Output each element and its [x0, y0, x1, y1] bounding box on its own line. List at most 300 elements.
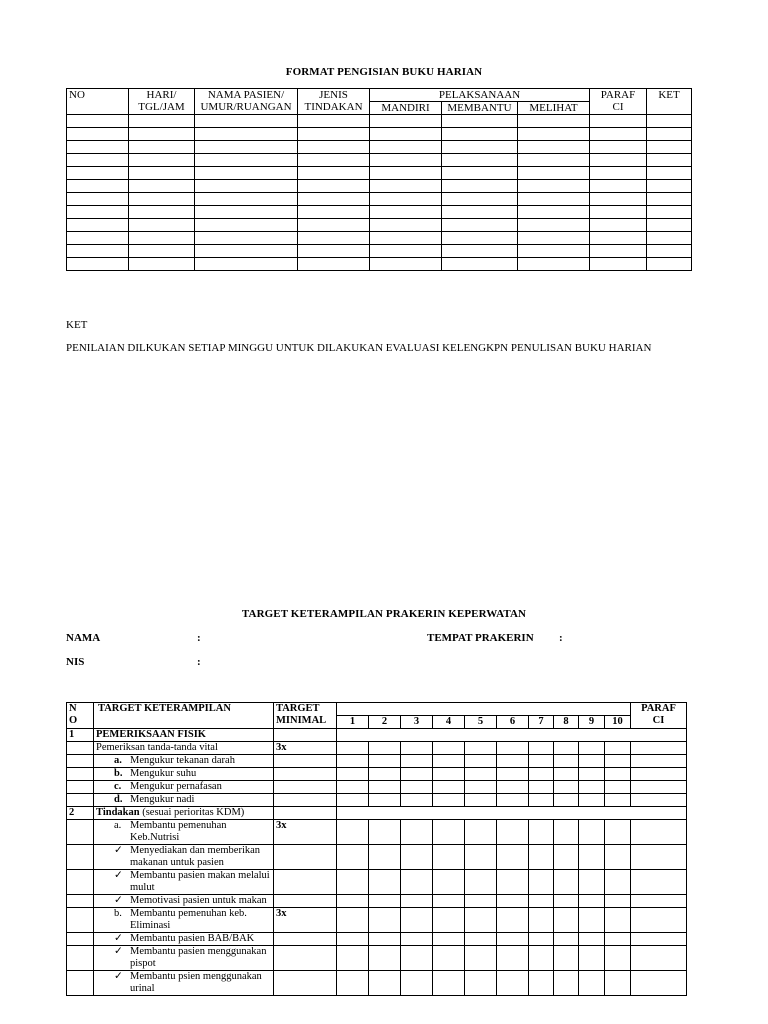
blank-cell[interactable]: [195, 206, 298, 219]
blank-cell[interactable]: [442, 206, 518, 219]
blank-cell[interactable]: [298, 167, 370, 180]
paraf-cell[interactable]: [631, 755, 687, 768]
attempt-cell[interactable]: [465, 742, 497, 755]
attempt-cell[interactable]: [579, 755, 605, 768]
blank-cell[interactable]: [590, 167, 647, 180]
attempt-cell[interactable]: [579, 946, 605, 971]
list-item: [96, 908, 271, 932]
header-membantu: MEMBANTU: [442, 102, 518, 115]
attempt-cell[interactable]: [401, 755, 433, 768]
blank-cell[interactable]: [129, 232, 195, 245]
attempt-cell[interactable]: [579, 781, 605, 794]
blank-cell[interactable]: [647, 258, 692, 271]
attempt-cell[interactable]: [337, 768, 369, 781]
attempt-cell[interactable]: [401, 870, 433, 895]
blank-cell[interactable]: [518, 219, 590, 232]
list-item-text: Membantu pasien makan melalui mulut: [130, 870, 270, 893]
row-number: [67, 820, 94, 845]
attempt-cell[interactable]: [605, 895, 631, 908]
attempt-cell[interactable]: [579, 768, 605, 781]
attempt-cell[interactable]: [337, 781, 369, 794]
attempt-cell[interactable]: [465, 971, 497, 996]
blank-cell[interactable]: [298, 219, 370, 232]
blank-cell[interactable]: [129, 128, 195, 141]
attempt-cell[interactable]: [554, 755, 579, 768]
attempt-cell[interactable]: [433, 794, 465, 807]
blank-cell[interactable]: [67, 258, 129, 271]
blank-cell[interactable]: [195, 115, 298, 128]
attempt-cell[interactable]: [579, 971, 605, 996]
attempt-cell[interactable]: [554, 895, 579, 908]
attempt-cell[interactable]: [465, 768, 497, 781]
blank-cell[interactable]: [590, 154, 647, 167]
attempt-cell[interactable]: [529, 781, 554, 794]
attempt-cell[interactable]: [401, 781, 433, 794]
blank-cell[interactable]: [298, 245, 370, 258]
skill-cell: [94, 768, 274, 781]
attempt-cell[interactable]: [497, 768, 529, 781]
attempt-cell[interactable]: [554, 742, 579, 755]
paraf-cell[interactable]: [631, 946, 687, 971]
blank-cell[interactable]: [647, 167, 692, 180]
blank-cell[interactable]: [67, 128, 129, 141]
attempt-cell[interactable]: [497, 794, 529, 807]
attempt-cell[interactable]: [497, 971, 529, 996]
blank-cell[interactable]: [647, 128, 692, 141]
blank-cell[interactable]: [370, 206, 442, 219]
paraf-cell[interactable]: [631, 845, 687, 870]
attempt-cell[interactable]: [433, 768, 465, 781]
attempt-cell[interactable]: [433, 820, 465, 845]
attempt-cell[interactable]: [605, 742, 631, 755]
blank-cell[interactable]: [195, 154, 298, 167]
target-minimal-cell: [274, 971, 337, 996]
list-item-text: Mengukur tekanan darah: [130, 755, 235, 766]
skill-cell: [94, 755, 274, 768]
attempt-cell[interactable]: [497, 755, 529, 768]
blank-cell[interactable]: [590, 219, 647, 232]
blank-cell[interactable]: [298, 180, 370, 193]
attempt-cell[interactable]: [605, 755, 631, 768]
attempt-cell[interactable]: [401, 820, 433, 845]
attempt-cell[interactable]: [337, 742, 369, 755]
attempt-cell[interactable]: [337, 870, 369, 895]
blank-cell[interactable]: [442, 128, 518, 141]
attempt-cell[interactable]: [433, 946, 465, 971]
attempt-cell[interactable]: [554, 933, 579, 946]
table-row: [67, 971, 687, 996]
blank-cell[interactable]: [590, 193, 647, 206]
skill-cell: [94, 895, 274, 908]
attempt-cell[interactable]: [579, 870, 605, 895]
blank-cell[interactable]: [195, 128, 298, 141]
blank-cell[interactable]: [442, 193, 518, 206]
attempt-cell[interactable]: [337, 933, 369, 946]
blank-cell[interactable]: [518, 154, 590, 167]
attempt-cell[interactable]: [605, 870, 631, 895]
blank-cell[interactable]: [518, 206, 590, 219]
blank-cell[interactable]: [129, 193, 195, 206]
attempt-cell[interactable]: [369, 895, 401, 908]
attempt-cell[interactable]: [369, 768, 401, 781]
blank-cell[interactable]: [518, 245, 590, 258]
attempt-cell[interactable]: [465, 845, 497, 870]
blank-cell[interactable]: [67, 206, 129, 219]
section-title: PEMERIKSAAN FISIK: [96, 729, 206, 740]
attempt-cell[interactable]: [337, 908, 369, 933]
blank-cell[interactable]: [370, 193, 442, 206]
table-row: [67, 729, 687, 742]
blank-cell[interactable]: [590, 232, 647, 245]
attempt-cell[interactable]: [579, 908, 605, 933]
blank-cell[interactable]: [195, 232, 298, 245]
blank-cell[interactable]: [298, 154, 370, 167]
attempt-cell[interactable]: [497, 820, 529, 845]
attempt-cell[interactable]: [401, 895, 433, 908]
attempt-cell[interactable]: [433, 742, 465, 755]
blank-cell[interactable]: [67, 141, 129, 154]
blank-cell[interactable]: [129, 206, 195, 219]
field-nis-label: NIS: [66, 656, 85, 668]
attempt-cell[interactable]: [401, 845, 433, 870]
blank-cell[interactable]: [298, 115, 370, 128]
attempt-cell[interactable]: [337, 895, 369, 908]
attempt-cell[interactable]: [401, 794, 433, 807]
attempt-cell[interactable]: [529, 768, 554, 781]
attempt-cell[interactable]: [605, 933, 631, 946]
attempt-cell[interactable]: [497, 946, 529, 971]
attempt-cell[interactable]: [554, 971, 579, 996]
blank-cell[interactable]: [129, 167, 195, 180]
blank-cell[interactable]: [298, 193, 370, 206]
blank-cell[interactable]: [129, 154, 195, 167]
blank-cell[interactable]: [590, 115, 647, 128]
blank-cell[interactable]: [195, 193, 298, 206]
blank-cell[interactable]: [590, 258, 647, 271]
blank-cell[interactable]: [67, 193, 129, 206]
table-row: [67, 115, 692, 128]
paraf-cell[interactable]: [631, 971, 687, 996]
section-span-cell: [337, 729, 687, 742]
blank-cell[interactable]: [67, 154, 129, 167]
attempt-cell[interactable]: [554, 781, 579, 794]
attempt-cell[interactable]: [369, 794, 401, 807]
table-row: [67, 180, 692, 193]
blank-cell[interactable]: [442, 245, 518, 258]
attempt-cell[interactable]: [529, 820, 554, 845]
attempt-cell[interactable]: [605, 845, 631, 870]
blank-cell[interactable]: [590, 245, 647, 258]
attempt-cell[interactable]: [554, 946, 579, 971]
blank-cell[interactable]: [518, 258, 590, 271]
paraf-cell[interactable]: [631, 794, 687, 807]
skill-cell: [94, 742, 274, 755]
target-minimal-cell: [274, 946, 337, 971]
header-target-minimal: TARGET MINIMAL: [274, 703, 337, 729]
section-subtitle: Pemeriksan tanda-tanda vital: [96, 742, 218, 753]
blank-cell[interactable]: [590, 180, 647, 193]
row-number: [67, 742, 94, 755]
blank-cell[interactable]: [518, 167, 590, 180]
attempt-cell[interactable]: [369, 755, 401, 768]
paraf-cell[interactable]: [631, 870, 687, 895]
attempt-cell[interactable]: [465, 755, 497, 768]
attempt-cell[interactable]: [605, 768, 631, 781]
header-paraf: PARAF CI: [590, 89, 647, 115]
attempt-cell[interactable]: [465, 933, 497, 946]
blank-cell[interactable]: [647, 245, 692, 258]
skill-cell: [94, 870, 274, 895]
blank-cell[interactable]: [647, 154, 692, 167]
blank-cell[interactable]: [195, 258, 298, 271]
blank-cell[interactable]: [370, 167, 442, 180]
list-item-text: Membantu psien menggunakan urinal: [130, 971, 262, 994]
blank-cell[interactable]: [370, 180, 442, 193]
attempt-cell[interactable]: [497, 908, 529, 933]
attempt-cell[interactable]: [579, 794, 605, 807]
blank-cell[interactable]: [67, 115, 129, 128]
attempt-cell[interactable]: [369, 971, 401, 996]
attempt-cell[interactable]: [529, 742, 554, 755]
attempt-cell[interactable]: [401, 742, 433, 755]
attempt-cell[interactable]: [529, 971, 554, 996]
skill-cell: [94, 946, 274, 971]
attempt-cell[interactable]: [554, 845, 579, 870]
attempt-cell[interactable]: [605, 971, 631, 996]
blank-cell[interactable]: [129, 258, 195, 271]
blank-cell[interactable]: [370, 141, 442, 154]
blank-cell[interactable]: [518, 115, 590, 128]
attempt-cell[interactable]: [369, 933, 401, 946]
attempt-cell[interactable]: [433, 908, 465, 933]
attempt-cell[interactable]: [554, 768, 579, 781]
list-marker: ✓: [114, 845, 123, 856]
blank-cell[interactable]: [442, 219, 518, 232]
blank-cell[interactable]: [442, 232, 518, 245]
attempt-cell[interactable]: [529, 946, 554, 971]
blank-cell[interactable]: [518, 141, 590, 154]
blank-cell[interactable]: [370, 219, 442, 232]
header-mandiri: MANDIRI: [370, 102, 442, 115]
blank-cell[interactable]: [442, 180, 518, 193]
attempt-cell[interactable]: [529, 794, 554, 807]
attempt-cell[interactable]: [369, 845, 401, 870]
list-marker: ✓: [114, 933, 123, 944]
blank-cell[interactable]: [67, 232, 129, 245]
blank-cell[interactable]: [129, 115, 195, 128]
blank-cell[interactable]: [67, 167, 129, 180]
attempt-cell[interactable]: [401, 933, 433, 946]
attempt-cell[interactable]: [579, 845, 605, 870]
table-row: [67, 206, 692, 219]
attempt-cell[interactable]: [433, 781, 465, 794]
blank-cell[interactable]: [518, 193, 590, 206]
paraf-cell[interactable]: [631, 908, 687, 933]
blank-cell[interactable]: [195, 219, 298, 232]
blank-cell[interactable]: [195, 245, 298, 258]
blank-cell[interactable]: [647, 193, 692, 206]
blank-cell[interactable]: [370, 245, 442, 258]
attempt-cell[interactable]: [337, 971, 369, 996]
blank-cell[interactable]: [647, 115, 692, 128]
attempt-cell[interactable]: [497, 845, 529, 870]
attempt-cell[interactable]: [401, 908, 433, 933]
form2-title: TARGET KETERAMPILAN PRAKERIN KEPERWATAN: [241, 608, 527, 620]
attempt-cell[interactable]: [529, 845, 554, 870]
blank-cell[interactable]: [442, 167, 518, 180]
attempt-cell[interactable]: [465, 781, 497, 794]
attempt-cell[interactable]: [554, 908, 579, 933]
list-item: [96, 820, 271, 844]
attempt-cell[interactable]: [433, 755, 465, 768]
blank-cell[interactable]: [518, 128, 590, 141]
attempt-cell[interactable]: [433, 971, 465, 996]
skills-target-table: [66, 702, 687, 996]
blank-cell[interactable]: [442, 141, 518, 154]
attempt-cell[interactable]: [579, 933, 605, 946]
attempt-cell[interactable]: [465, 870, 497, 895]
attempt-cell[interactable]: [554, 820, 579, 845]
attempt-cell[interactable]: [529, 933, 554, 946]
attempt-cell[interactable]: [465, 946, 497, 971]
paraf-cell[interactable]: [631, 895, 687, 908]
skill-cell: [94, 729, 274, 742]
attempt-cell[interactable]: [337, 755, 369, 768]
blank-cell[interactable]: [67, 180, 129, 193]
attempt-cell[interactable]: [497, 781, 529, 794]
attempt-cell[interactable]: [369, 908, 401, 933]
attempt-cell[interactable]: [497, 933, 529, 946]
attempt-cell[interactable]: [337, 820, 369, 845]
attempt-col-header: 9: [579, 716, 605, 729]
list-item: [96, 933, 271, 945]
blank-cell[interactable]: [590, 141, 647, 154]
attempt-cell[interactable]: [369, 820, 401, 845]
blank-cell[interactable]: [370, 258, 442, 271]
attempt-cell[interactable]: [337, 946, 369, 971]
attempt-cell[interactable]: [337, 794, 369, 807]
blank-cell[interactable]: [195, 141, 298, 154]
attempt-cell[interactable]: [401, 946, 433, 971]
section-title-note: (sesuai perioritas KDM): [139, 807, 245, 818]
paraf-cell[interactable]: [631, 781, 687, 794]
list-marker: b.: [114, 768, 123, 779]
attempt-cell[interactable]: [529, 895, 554, 908]
attempt-cell[interactable]: [605, 820, 631, 845]
blank-cell[interactable]: [370, 154, 442, 167]
attempt-cell[interactable]: [433, 895, 465, 908]
table-row: [67, 820, 687, 845]
blank-cell[interactable]: [370, 232, 442, 245]
blank-cell[interactable]: [370, 128, 442, 141]
list-marker: a.: [114, 820, 122, 831]
blank-cell[interactable]: [518, 180, 590, 193]
attempt-cell[interactable]: [369, 781, 401, 794]
list-item-text: Membantu pemenuhan keb. Eliminasi: [130, 908, 247, 931]
attempt-cell[interactable]: [465, 895, 497, 908]
form1-title: FORMAT PENGISIAN BUKU HARIAN: [285, 66, 483, 78]
blank-cell[interactable]: [647, 206, 692, 219]
attempt-cell[interactable]: [465, 820, 497, 845]
skill-cell: [94, 908, 274, 933]
blank-cell[interactable]: [442, 115, 518, 128]
section-title-bold: Tindakan: [96, 807, 140, 818]
attempt-cell[interactable]: [579, 820, 605, 845]
paraf-cell[interactable]: [631, 820, 687, 845]
blank-cell[interactable]: [442, 258, 518, 271]
attempt-cell[interactable]: [465, 908, 497, 933]
attempt-cell[interactable]: [605, 908, 631, 933]
attempt-cell[interactable]: [605, 794, 631, 807]
attempt-cell[interactable]: [554, 794, 579, 807]
attempt-cell[interactable]: [433, 845, 465, 870]
attempt-cell[interactable]: [465, 794, 497, 807]
blank-cell[interactable]: [67, 245, 129, 258]
paraf-cell[interactable]: [631, 742, 687, 755]
target-minimal-cell: [274, 933, 337, 946]
attempt-cell[interactable]: [497, 895, 529, 908]
list-marker: c.: [114, 781, 122, 792]
blank-cell[interactable]: [195, 167, 298, 180]
blank-cell[interactable]: [647, 141, 692, 154]
attempt-cell[interactable]: [579, 895, 605, 908]
attempt-cell[interactable]: [369, 946, 401, 971]
attempt-cell[interactable]: [433, 933, 465, 946]
blank-cell[interactable]: [647, 219, 692, 232]
blank-cell[interactable]: [298, 258, 370, 271]
list-item-text: Membantu pasien menggunakan pispot: [130, 946, 267, 969]
blank-cell[interactable]: [298, 141, 370, 154]
table-row: [67, 807, 687, 820]
paraf-cell[interactable]: [631, 933, 687, 946]
blank-cell[interactable]: [647, 232, 692, 245]
attempt-cell[interactable]: [497, 742, 529, 755]
blank-cell[interactable]: [590, 206, 647, 219]
row-number: [67, 768, 94, 781]
blank-cell[interactable]: [518, 232, 590, 245]
attempt-cell[interactable]: [529, 908, 554, 933]
blank-cell[interactable]: [129, 219, 195, 232]
attempt-cell[interactable]: [401, 768, 433, 781]
attempt-cell[interactable]: [433, 870, 465, 895]
attempt-cell[interactable]: [497, 870, 529, 895]
blank-cell[interactable]: [590, 128, 647, 141]
blank-cell[interactable]: [370, 115, 442, 128]
paraf-cell[interactable]: [631, 768, 687, 781]
attempt-cell[interactable]: [605, 781, 631, 794]
attempt-cell[interactable]: [579, 742, 605, 755]
blank-cell[interactable]: [67, 219, 129, 232]
blank-cell[interactable]: [647, 180, 692, 193]
blank-cell[interactable]: [195, 180, 298, 193]
attempt-cell[interactable]: [605, 946, 631, 971]
blank-cell[interactable]: [298, 232, 370, 245]
attempt-cell[interactable]: [369, 742, 401, 755]
attempt-cell[interactable]: [369, 870, 401, 895]
attempt-cell[interactable]: [529, 870, 554, 895]
blank-cell[interactable]: [129, 141, 195, 154]
attempt-cell[interactable]: [529, 755, 554, 768]
blank-cell[interactable]: [129, 180, 195, 193]
blank-cell[interactable]: [298, 206, 370, 219]
attempt-cell[interactable]: [401, 971, 433, 996]
attempt-col-header: 7: [529, 716, 554, 729]
blank-cell[interactable]: [298, 128, 370, 141]
blank-cell[interactable]: [129, 245, 195, 258]
blank-cell[interactable]: [442, 154, 518, 167]
attempt-cell[interactable]: [554, 870, 579, 895]
attempt-cell[interactable]: [337, 845, 369, 870]
